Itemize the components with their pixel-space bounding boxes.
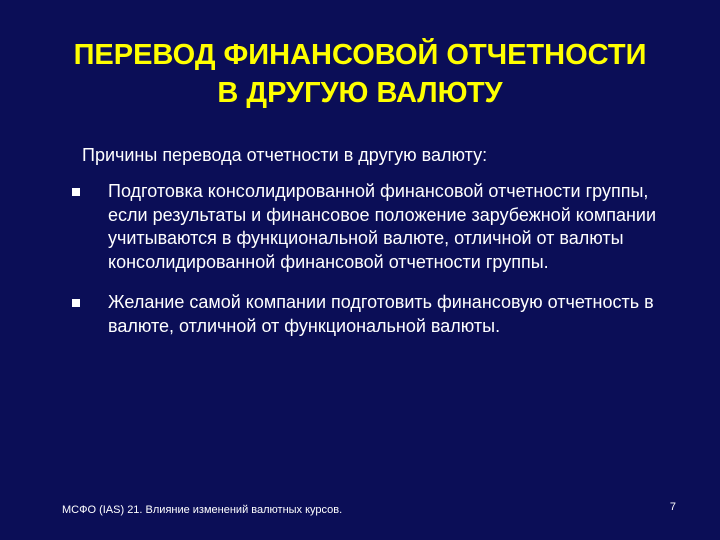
square-bullet-icon <box>72 188 80 196</box>
intro-text: Причины перевода отчетности в другую валюту: <box>82 145 488 165</box>
bullet-text: Подготовка консолидированной финансовой отчетности группы, если результаты и финансовое положение зарубежной компании учитываются в функциональной валюте, отличной от валюты консолидированной финансовой отчетности группы. <box>108 181 657 272</box>
slide-title-line-1: ПЕРЕВОД ФИНАНСОВОЙ ОТЧЕТНОСТИ <box>73 39 647 71</box>
bullet-list <box>62 180 692 355</box>
bullet-item <box>62 180 692 274</box>
square-bullet-icon <box>72 299 80 307</box>
slide-title <box>20 36 700 112</box>
slide-title-line-2: В ДРУГУЮ ВАЛЮТУ <box>217 77 503 109</box>
slide-footer: МСФО (IAS) 21. Влияние изменений валютных курсов. <box>62 504 343 516</box>
bullet-item <box>62 291 692 338</box>
bullet-text: Желание самой компании подготовить финансовую отчетность в валюте, отличной от функциональной валюты. <box>108 292 654 336</box>
page-number: 7 <box>669 501 676 513</box>
